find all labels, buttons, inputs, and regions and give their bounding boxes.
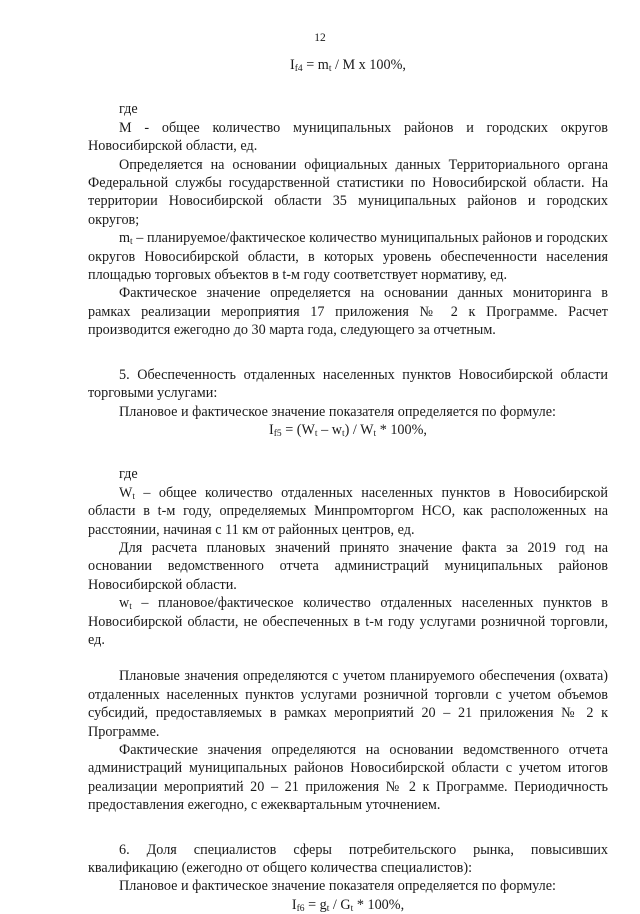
paragraph: М - общее количество муниципальных районов и городских округов Новосибирской области, ед. — [88, 119, 608, 155]
where-label: где — [119, 466, 138, 483]
paragraph: Фактические значения определяются на основании ведомственного отчета администраций муниципальных районов Новосибирской области с учетом итогов реализации мероприятий 20 – 21 приложения № 2 к Программе. Периодичность предоставления ежегодно, с ежеквартальным уточнением. — [88, 742, 608, 814]
paragraph: Плановые значения определяются с учетом планируемого обеспечения (охвата) отдаленных населенных пунктов услугами розничной торговли с учетом объемов субсидий, предоставляемых в рамках мероприятий 20 – 21 приложения № 2 к Программе. — [88, 668, 608, 740]
formula-intro: Плановое и фактическое значение показателя определяется по формуле: — [119, 878, 556, 895]
paragraph: Фактическое значение определяется на основании данных мониторинга в рамках реализации мероприятия 17 приложения № 2 к Программе. Расчет производится ежегодно до 30 марта года, следующего за отчетным. — [88, 285, 608, 339]
section-heading-6: 6. Доля специалистов сферы потребительского рынка, повысивших квалификацию (ежегодно от общего количества специалистов): — [88, 841, 608, 877]
page-number: 12 — [314, 32, 326, 44]
formula-f4: $I_{f4} = m_t / M$ x 100%, — [290, 57, 406, 74]
document-body — [88, 56, 608, 914]
formula-f5: $I_{f5} = (W_t - w_t) / W_t * 100\%$, — [269, 421, 427, 439]
formula-f6: $I_{f6} = g_t / G_t * 100\%$, — [291, 896, 405, 914]
paragraph: $W_t$ – общее количество отдаленных населенных пунктов в Новосибирской области в t-м году, определяемых Минпромторгом НСО, как расположенных на расстоянии, начиная с 11 км от районных центров, ед. — [88, 484, 608, 538]
paragraph: $m_t$ – планируемое/фактическое количество муниципальных районов и городских округов Новосибирской области, в которых уровень обеспеченности населения площадью торговых объектов в t-м году соответствует нормативу, ед. — [88, 230, 608, 284]
paragraph: $w_t$ – плановое/фактическое количество отдаленных населенных пунктов в Новосибирской области, не обеспеченных в t-м году услугами розничной торговли, ед. — [88, 595, 608, 648]
where-label: где — [119, 101, 138, 118]
formula-intro: Плановое и фактическое значение показателя определяется по формуле: — [119, 403, 556, 420]
section-heading-5: 5. Обеспеченность отдаленных населенных пунктов Новосибирской области торговыми услугами: — [88, 366, 608, 402]
paragraph: Для расчета плановых значений принято значение факта за 2019 год на основании ведомственного отчета администраций муниципальных районов Новосибирской области. — [88, 539, 608, 593]
paragraph: Определяется на основании официальных данных Территориального органа Федеральной службы государственной статистики по Новосибирской области. На территории Новосибирской области 35 муниципальных районов и городских округов; — [88, 156, 608, 228]
